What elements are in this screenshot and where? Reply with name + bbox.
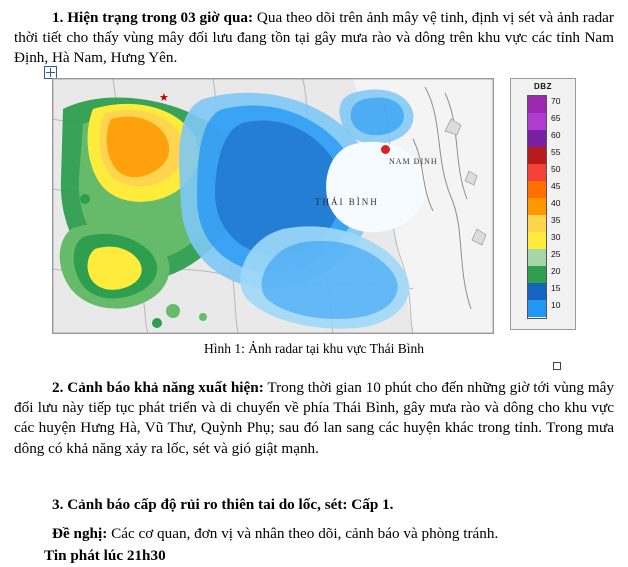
radar-figure-container bbox=[52, 78, 576, 334]
anchor-square-icon bbox=[553, 362, 561, 370]
paragraph-1-body: Qua theo dõi trên ảnh mây vệ tinh, định vị sét và ảnh radar thời tiết cho thấy vùng mây đối lưu đang tồn tại gây mưa rào và dông trên khu vực các tỉnh Nam Định, Hà Nam, Hưng Yên. bbox=[14, 9, 614, 67]
figure-caption: Hình 1: Ảnh radar tại khu vực Thái Bình bbox=[203, 341, 425, 356]
station-marker bbox=[380, 144, 391, 155]
paragraph-4-body: Các cơ quan, đơn vị và nhân theo dõi, cảnh báo và phòng tránh. bbox=[107, 525, 499, 542]
colorbar-label-60: 60 bbox=[551, 130, 561, 140]
colorbar-label-10: 10 bbox=[551, 300, 561, 310]
paragraph-2-body: Trong thời gian 10 phút cho đến những giờ tới vùng mây đối lưu này tiếp tục phát triển và di chuyển về phía Thái Bình, gây mưa rào và dông cho khu vực các huyện Hưng Hà, Vũ Thư, Quỳnh Phụ; sau đó lan sang các huyện khác trong tỉnh. Trong mưa dông có khả năng xảy ra lốc, sét và gió giật mạnh. bbox=[14, 379, 614, 457]
colorbar-label-25: 25 bbox=[551, 249, 561, 259]
paragraph-2-lead: 2. Cảnh báo khả năng xuất hiện: bbox=[52, 379, 264, 396]
colorbar-label-55: 55 bbox=[551, 147, 561, 157]
paragraph-recommendation bbox=[0, 524, 628, 544]
paragraph-current-situation bbox=[0, 8, 628, 69]
colorbar-title: DBZ bbox=[534, 82, 552, 91]
colorbar-label-40: 40 bbox=[551, 198, 561, 208]
colorbar-label-50: 50 bbox=[551, 164, 561, 174]
paragraph-1-lead: 1. Hiện trạng trong 03 giờ qua: bbox=[52, 9, 254, 26]
colorbar-label-15: 15 bbox=[551, 283, 561, 293]
radar-image bbox=[52, 78, 494, 334]
colorbar-labels bbox=[551, 89, 575, 321]
colorbar-label-20: 20 bbox=[551, 266, 561, 276]
colorbar-label-30: 30 bbox=[551, 232, 561, 242]
paragraph-warning bbox=[0, 378, 628, 459]
colorbar-label-65: 65 bbox=[551, 113, 561, 123]
paragraph-risk-level: 3. Cảnh báo cấp độ rủi ro thiên tai do lốc, sét: Cấp 1. bbox=[52, 496, 394, 513]
paragraph-issue-time: Tin phát lúc 21h30 bbox=[44, 547, 166, 564]
colorbar-label-35: 35 bbox=[551, 215, 561, 225]
radar-colorbar bbox=[510, 78, 576, 330]
star-marker-icon: ★ bbox=[159, 92, 169, 104]
colorbar-label-45: 45 bbox=[551, 181, 561, 191]
map-label-nam-dinh: NAM ĐỊNH bbox=[389, 157, 438, 166]
colorbar-label-70: 70 bbox=[551, 96, 561, 106]
radar-svg bbox=[53, 79, 493, 333]
paragraph-4-lead: Đề nghị: bbox=[52, 525, 108, 542]
map-label-thai-binh: THÁI BÌNH bbox=[315, 197, 379, 207]
colorbar-scale bbox=[527, 95, 547, 319]
figure-radar bbox=[0, 78, 628, 334]
